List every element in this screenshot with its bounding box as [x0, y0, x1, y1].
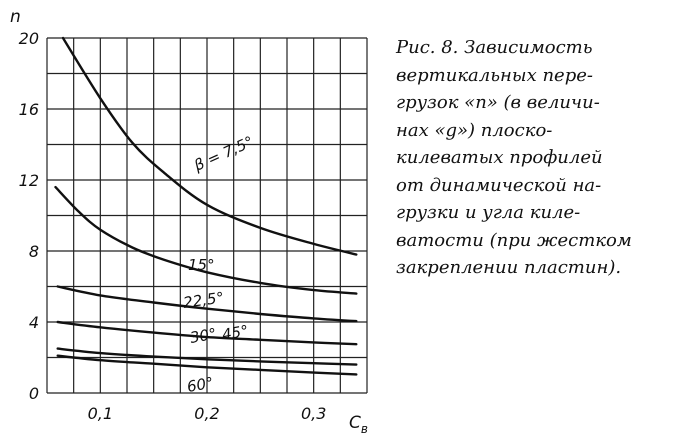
- curve-label-1: β = 7,5°: [191, 132, 257, 175]
- figure-caption: [396, 34, 678, 282]
- y-tick-label: 0: [28, 384, 39, 403]
- curve-label-2: 15°: [188, 256, 215, 274]
- caption-line: Рис. 8. Зависимость: [396, 37, 593, 58]
- y-tick-label: 16: [18, 100, 39, 119]
- caption-line: нах «g») плоско-: [396, 119, 553, 141]
- curve-label-3: 22,5°: [182, 288, 226, 312]
- y-tick-label: 12: [18, 171, 39, 190]
- curve-label-6: 60°: [185, 373, 215, 396]
- y-tick-label: 8: [28, 242, 39, 261]
- y-tick-label: 4: [28, 313, 39, 332]
- curve-label-layer: [182, 133, 256, 396]
- caption-line: грузки и угла киле-: [396, 202, 581, 223]
- x-tick-label: 0,1: [87, 404, 114, 423]
- caption-line: вертикальных пере-: [396, 64, 593, 86]
- caption-line: килеватых профилей: [396, 147, 603, 168]
- x-tick-label: 0,3: [300, 404, 327, 423]
- curve-label-4: 30°: [188, 324, 218, 347]
- caption-line: грузок «n» (в величи-: [396, 92, 600, 113]
- y-axis-label: n: [10, 7, 21, 27]
- curve-label-5: 45°: [220, 321, 250, 344]
- x-axis-label-main: C: [349, 413, 361, 433]
- x-axis-label-subscript: в: [360, 422, 368, 436]
- x-tick-label: 0,2: [194, 404, 220, 423]
- x-axis-label: [349, 413, 368, 436]
- y-tick-label: 20: [18, 29, 39, 48]
- caption-line: закреплении пластин).: [396, 257, 622, 278]
- caption-line: ватости (при жестком: [396, 229, 632, 251]
- caption-line: от динамической на-: [396, 174, 602, 196]
- curve-series-1: [63, 38, 356, 255]
